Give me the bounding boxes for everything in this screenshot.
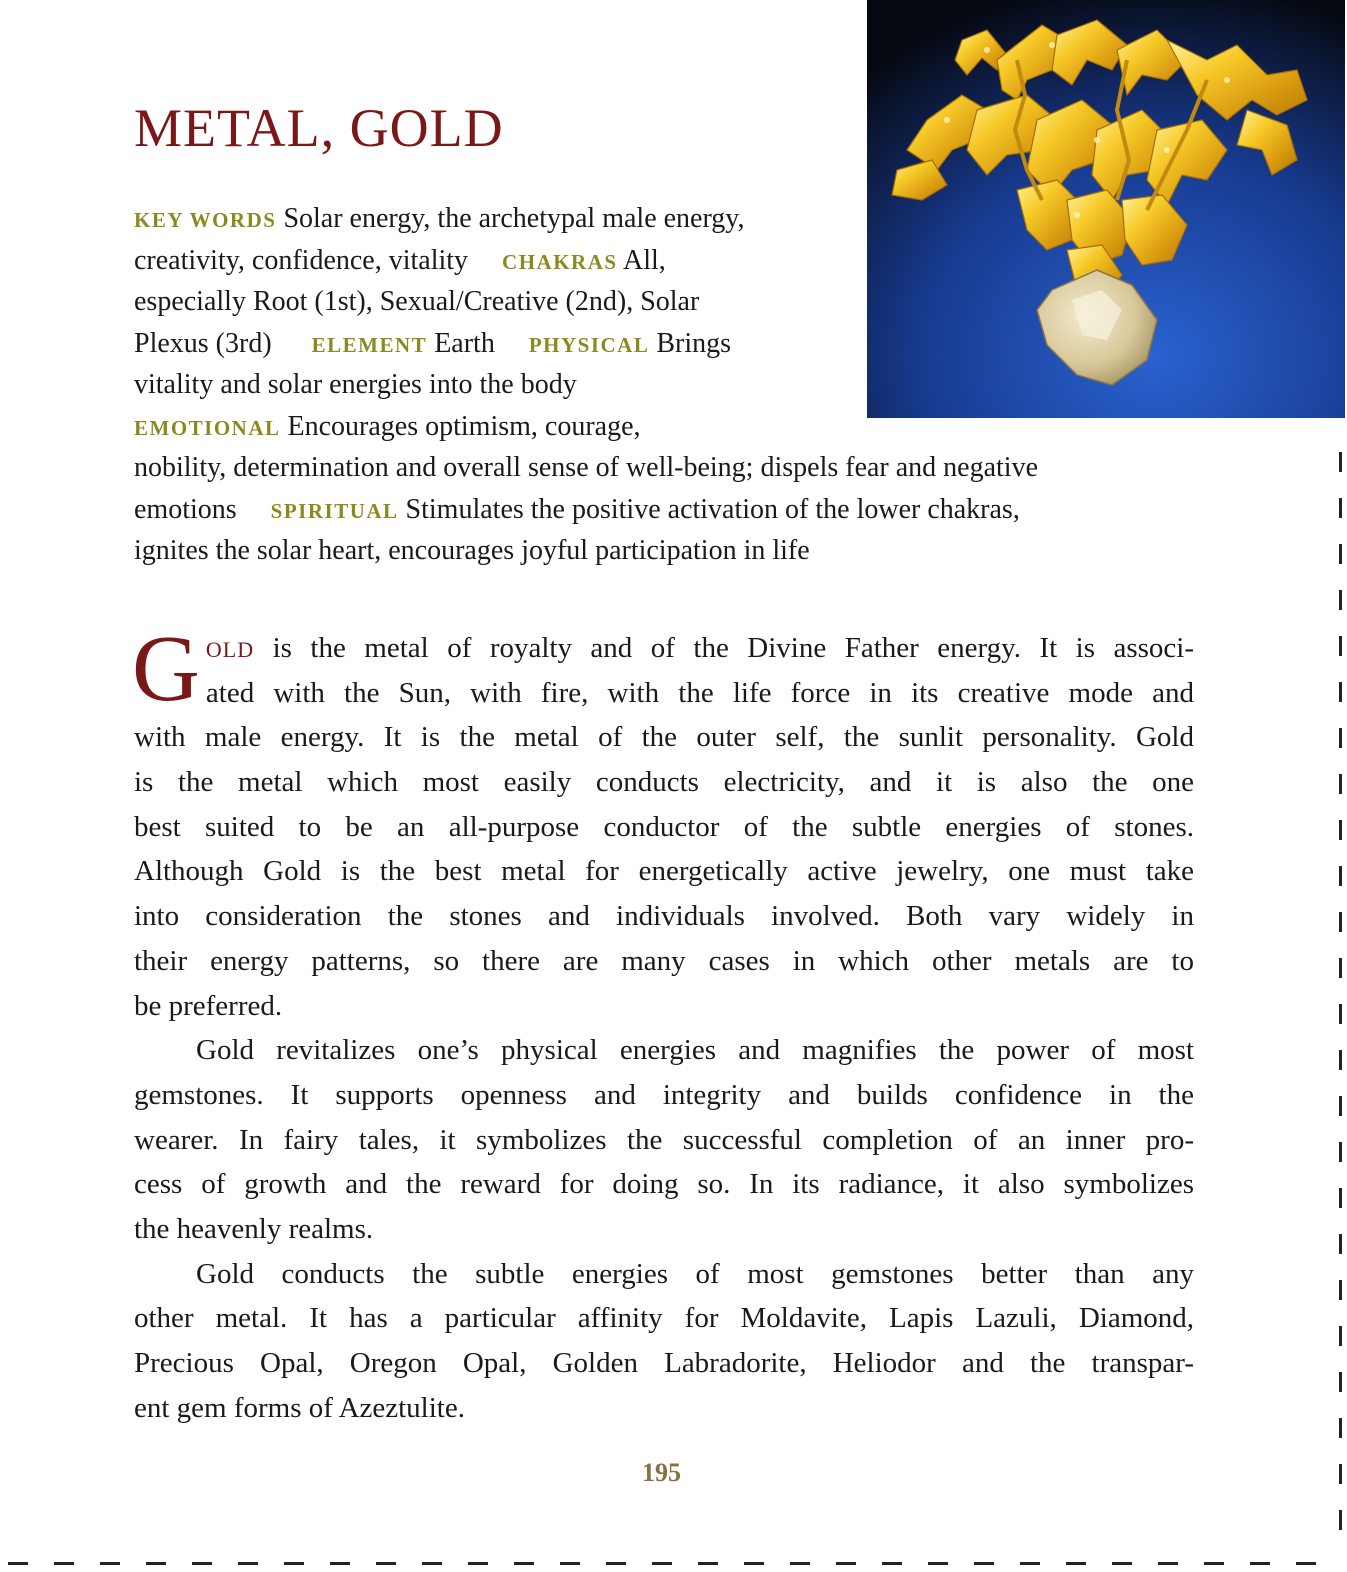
- crop-mark: [100, 1562, 120, 1565]
- body-line: Gold revitalizes one’s physical energies and magnifies the power of most: [196, 1034, 1194, 1067]
- keywords-line2: creativity, confidence, vitality: [134, 244, 469, 276]
- crop-mark: [1296, 1562, 1316, 1565]
- crop-mark: [54, 1562, 74, 1565]
- physical-line2: vitality and solar energies into the body: [134, 369, 577, 400]
- body-line: their energy patterns, so there are many cases in which other metals are to: [134, 944, 1194, 977]
- crop-mark: [192, 1562, 212, 1565]
- body-line: wearer. In fairy tales, it symbolizes the successful completion of an inner pro-: [134, 1123, 1194, 1156]
- crop-mark: [1339, 1188, 1342, 1208]
- crop-mark: [1339, 1096, 1342, 1116]
- small-caps-word: OLD: [205, 637, 255, 662]
- emotional-line3: emotions: [134, 493, 237, 525]
- crop-mark: [1339, 728, 1342, 748]
- keywords-label: KEY WORDS: [134, 208, 277, 232]
- element-value: Earth: [434, 327, 495, 359]
- body-line: be preferred.: [134, 989, 283, 1022]
- crop-mark: [1339, 958, 1342, 978]
- body-line: best suited to be an all-purpose conductor of the subtle energies of stones.: [134, 810, 1194, 843]
- crop-mark: [1339, 1418, 1342, 1438]
- chakras-line1: All,: [623, 244, 666, 276]
- crop-mark: [238, 1562, 258, 1565]
- crop-mark: [652, 1562, 672, 1565]
- chakras-line3: Plexus (3rd): [134, 327, 272, 359]
- physical-label: PHYSICAL: [528, 332, 650, 357]
- body-line: the heavenly realms.: [134, 1212, 374, 1245]
- spiritual-line2: ignites the solar heart, encourages joyful participation in life: [134, 535, 810, 566]
- crop-mark: [1339, 636, 1342, 656]
- crop-mark: [928, 1562, 948, 1565]
- element-label: ELEMENT: [311, 332, 428, 357]
- crop-mark: [1339, 498, 1342, 518]
- crop-mark: [560, 1562, 580, 1565]
- crop-mark: [882, 1562, 902, 1565]
- crop-mark: [8, 1562, 28, 1565]
- crop-mark: [1339, 452, 1342, 472]
- physical-line1: Brings: [656, 327, 732, 359]
- crop-mark: [1020, 1562, 1040, 1565]
- crop-mark: [974, 1562, 994, 1565]
- spiritual-label: SPIRITUAL: [270, 498, 399, 523]
- body-text: [132, 617, 1195, 1430]
- crop-mark: [1204, 1562, 1224, 1565]
- crop-mark: [1158, 1562, 1178, 1565]
- crop-mark: [744, 1562, 764, 1565]
- body-line: Gold conducts the subtle energies of most gemstones better than any: [196, 1257, 1194, 1290]
- paragraph-2: [134, 1028, 1194, 1251]
- body-line: Although Gold is the best metal for energetically active jewelry, one must take: [134, 855, 1194, 888]
- crop-mark: [1339, 1050, 1342, 1070]
- crop-mark: [1339, 820, 1342, 840]
- keywords-line1: Solar energy, the archetypal male energy,: [283, 203, 745, 234]
- crop-mark: [1339, 1234, 1342, 1254]
- crop-mark: [1250, 1562, 1270, 1565]
- spiritual-line1: Stimulates the positive activation of the lower chakras,: [405, 493, 1020, 525]
- crop-mark: [1339, 1004, 1342, 1024]
- crop-mark: [1112, 1562, 1132, 1565]
- crop-mark: [836, 1562, 856, 1565]
- crop-mark: [1339, 682, 1342, 702]
- body-line: with male energy. It is the metal of the outer self, the sunlit personality. Gold: [134, 721, 1194, 754]
- crop-mark: [698, 1562, 718, 1565]
- page-title: METAL, GOLD: [134, 98, 504, 158]
- crop-mark: [1339, 1464, 1342, 1484]
- crop-mark: [606, 1562, 626, 1565]
- page-number: 195: [642, 1458, 681, 1487]
- crop-mark: [1339, 866, 1342, 886]
- paragraph-3: [134, 1252, 1194, 1431]
- body-line: Precious Opal, Oregon Opal, Golden Labradorite, Heliodor and the transpar-: [134, 1347, 1194, 1379]
- crop-mark: [330, 1562, 350, 1565]
- crop-mark: [422, 1562, 442, 1565]
- emotional-line2: nobility, determination and overall sense of well-being; dispels fear and negative: [134, 452, 1039, 483]
- crop-mark: [1339, 1372, 1342, 1392]
- body-line: ent gem forms of Azeztulite.: [134, 1391, 465, 1424]
- body-line: cess of growth and the reward for doing so. In its radiance, it also symbolizes: [134, 1168, 1194, 1201]
- body-line: into consideration the stones and individuals involved. Both vary widely in: [134, 900, 1194, 933]
- crop-mark: [1339, 1142, 1342, 1162]
- crop-mark: [146, 1562, 166, 1565]
- crop-mark: [1339, 774, 1342, 794]
- chakras-line2: especially Root (1st), Sexual/Creative (2nd), Solar: [134, 286, 700, 317]
- crop-mark: [1339, 912, 1342, 932]
- crop-mark: [514, 1562, 534, 1565]
- stone-attributes: [134, 198, 1214, 572]
- crop-mark: [1339, 1510, 1342, 1530]
- crop-mark: [1066, 1562, 1086, 1565]
- body-line: gemstones. It supports openness and integrity and builds confidence in the: [134, 1078, 1194, 1111]
- paragraph-1: [132, 617, 1195, 1028]
- crop-mark: [1339, 544, 1342, 564]
- drop-cap: G: [132, 617, 200, 721]
- body-line: other metal. It has a particular affinity for Moldavite, Lapis Lazuli, Diamond,: [134, 1302, 1194, 1335]
- crop-mark: [1339, 1326, 1342, 1346]
- emotional-label: EMOTIONAL: [134, 415, 281, 440]
- body-line: is the metal of royalty and of the Divine Father energy. It is associ-: [272, 632, 1195, 664]
- crop-mark: [1339, 590, 1342, 610]
- chakras-label: CHAKRAS: [502, 249, 618, 274]
- crop-mark: [284, 1562, 304, 1565]
- body-line: is the metal which most easily conducts electricity, and it is also the one: [134, 766, 1194, 799]
- body-line: ated with the Sun, with fire, with the life force in its creative mode and: [205, 676, 1194, 709]
- crop-mark: [376, 1562, 396, 1565]
- emotional-line1: Encourages optimism, courage,: [287, 410, 641, 442]
- crop-mark: [1339, 1280, 1342, 1300]
- crop-mark: [468, 1562, 488, 1565]
- crop-mark: [790, 1562, 810, 1565]
